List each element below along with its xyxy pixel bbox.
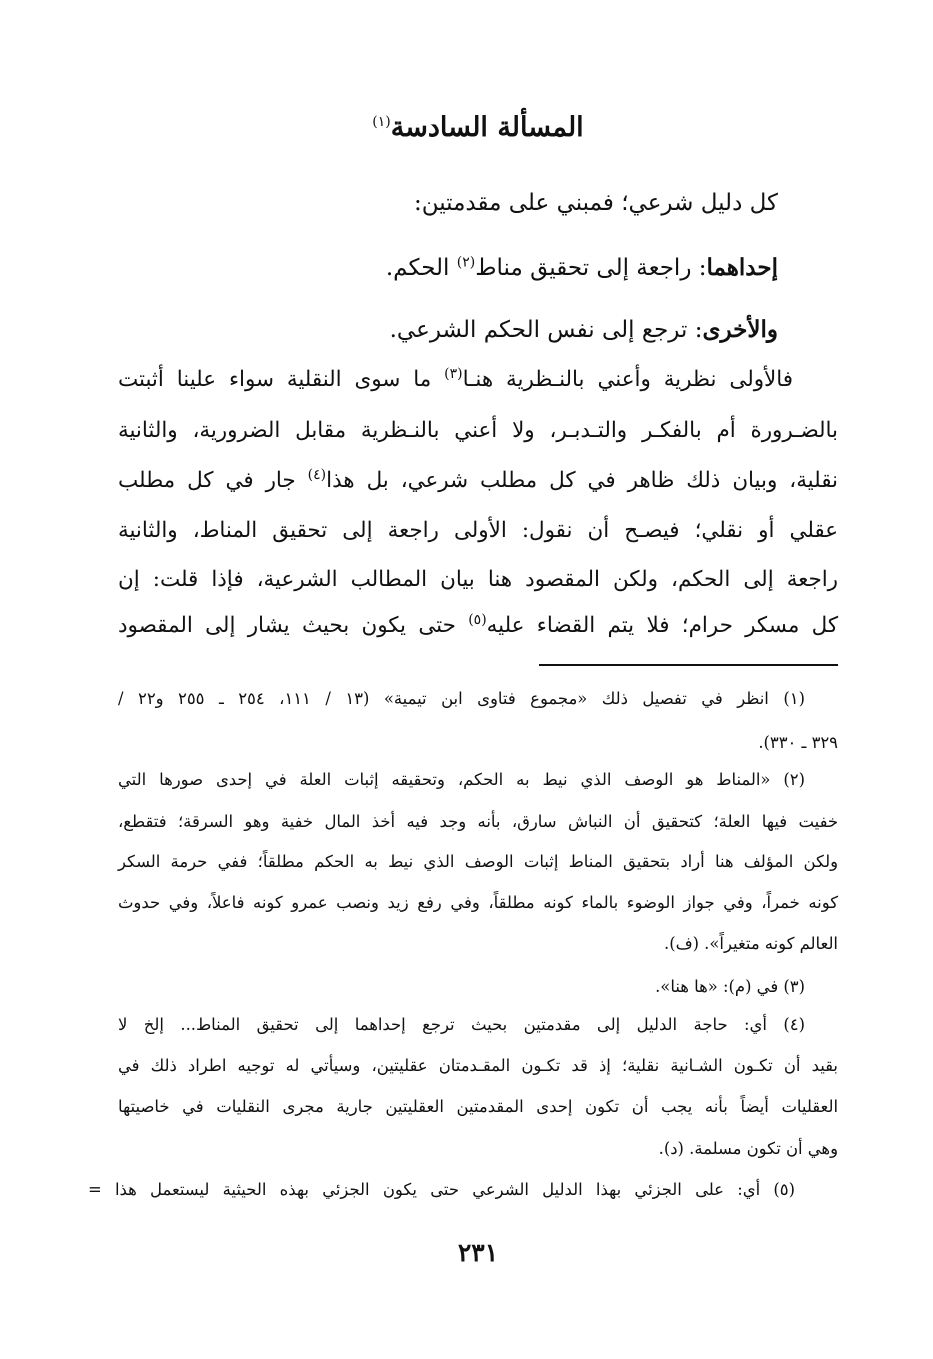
second-premise (390, 316, 778, 343)
first-premise-text: الحكم. (385, 255, 457, 281)
body-line (118, 468, 838, 493)
intro-line (414, 190, 778, 216)
body-text: بالضـرورة أم بالفكـر والتـدبـر، ولا أعني بالنـظرية مقابل الضرورية، والثانية (118, 418, 838, 443)
second-premise-text: : ترجع إلى نفس الحكم الشرعي. (389, 317, 703, 343)
body-text: فالأولى نظرية وأعني بالنـظرية هنـا (462, 367, 793, 392)
footnote-separator (539, 664, 838, 666)
section-title-text: المسألة السادسة (390, 112, 584, 143)
body-line (118, 613, 838, 638)
footnote-line: خفيت فيها العلة؛ كتحقيق أن النباش سارق، بأنه وجد فيه أخذ المال خفية وهو السرقة؛ فتقطع، (118, 812, 838, 831)
footnote-line: بقيد أن تكـون الشـانية نقلية؛ إذ قد تكـون المقـدمتان عقليتين، وسيأتي له توجيه اطراد ذلك في (118, 1056, 838, 1075)
footnote-line: (٣) في (م): «ها هنا». (655, 977, 805, 996)
footnote-line: كونه خمراً، وفي جواز الوضوء بالماء كونه مطلقاً، وفي رفع زيد ونصب عمرو كونه فاعلاً، وفي حدوث (118, 893, 838, 912)
body-text: عقلي أو نقلي؛ فيصـح أن نقول: الأولى راجعة إلى تحقيق المناط، والثانية (118, 518, 838, 543)
page (88, 0, 838, 1359)
footnote-line: (١) انظر في تفصيل ذلك «مجموع فتاوى ابن تيمية» (١٣ / ١١١، ٢٥٤ ـ ٢٥٥ و٢٢ / (118, 689, 805, 708)
body-text: جار في كل مطلب (118, 468, 308, 493)
footnote-marker: (٢) (456, 254, 476, 271)
footnote-marker: (٤) (307, 466, 327, 483)
footnote-line: (٢) «المناط هو الوصف الذي نيط به الحكم، وتحقيقه إثبات العلة في إحدى صورها التي (118, 770, 805, 789)
footnote-line: وهي أن تكون مسلمة. (د). (658, 1139, 838, 1158)
first-premise-label: إحداهما (706, 254, 778, 281)
body-line (118, 418, 838, 443)
body-text: راجعة إلى الحكم، ولكن المقصود هنا بيان المطالب الشرعية، فإذا قلت: إن (118, 567, 838, 592)
footnote-line: (٥) أي: على الجزئي بهذا الدليل الشرعي حتى يكون الجزئي بهذه الحيثية ليستعمل هذا = (88, 1180, 795, 1199)
first-premise-text: : راجعة إلى تحقيق مناط (475, 255, 707, 281)
section-title (118, 112, 838, 143)
body-text: ما سوى النقلية سواء علينا أثبتت (118, 367, 445, 392)
body-line (118, 518, 838, 543)
footnote-line: (٤) أي: حاجة الدليل إلى مقدمتين بحيث ترجع إحداهما إلى تحقيق المناط... إلخ لا (118, 1015, 805, 1034)
footnote-marker: (٥) (468, 611, 487, 628)
intro-text: كل دليل شرعي؛ فمبني على مقدمتين: (413, 190, 778, 216)
body-line (118, 567, 838, 592)
footnote-marker: (٣) (444, 365, 463, 382)
footnote-line: العالم كونه متغيراً». (ف). (663, 934, 838, 953)
footnote-line: ٣٢٩ ـ ٣٣٠). (758, 733, 838, 752)
body-text: نقلية، وبيان ذلك ظاهر في كل مطلب شرعي، بل هذا (326, 468, 838, 493)
footnote-line: ولكن المؤلف هنا أراد بتحقيق المناط إثبات الوصف الذي نيط به الحكم مطلقاً؛ ففي حرمة السكر (118, 852, 838, 871)
first-premise (386, 254, 778, 281)
body-text: حتى يكون بحيث يشار إلى المقصود (118, 613, 469, 638)
footnote-marker: (١) (372, 114, 391, 130)
body-text: كل مسكر حرام؛ فلا يتم القضاء عليه (486, 613, 838, 638)
second-premise-label: والأخرى (702, 316, 778, 343)
page-number: ٢٣١ (457, 1238, 499, 1267)
body-line (118, 367, 793, 392)
footnote-line: العقليات أيضاً بأنه يجب أن تكون إحدى المقدمتين العقليتين جارية مجرى النقليات في خاصيتها (118, 1097, 838, 1116)
